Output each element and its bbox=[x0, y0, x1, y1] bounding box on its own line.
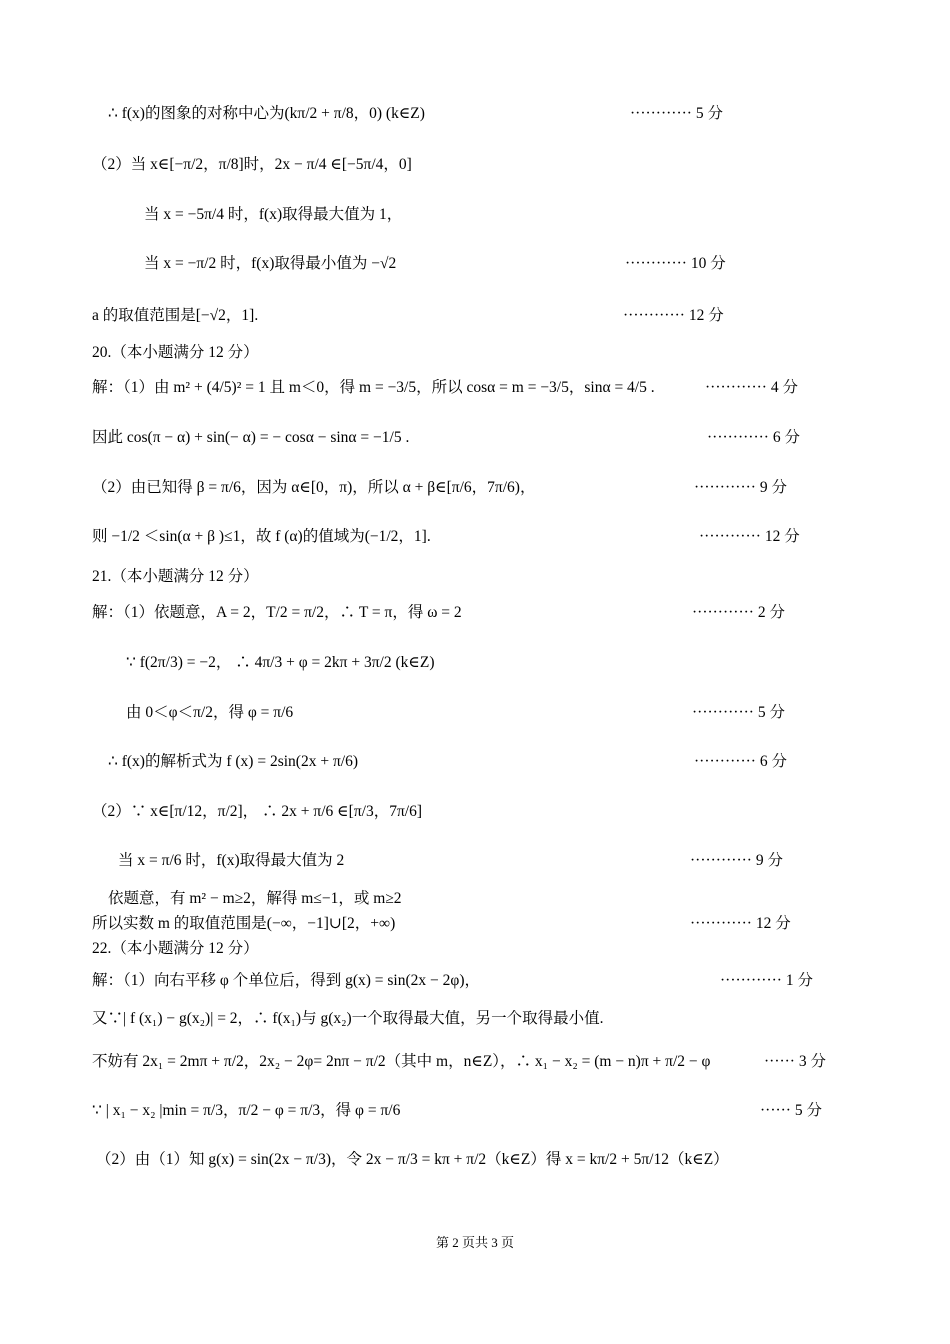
line-11: 21.（本小题满分 12 分） bbox=[92, 568, 259, 585]
page-footer: 第 2 页共 3 页 bbox=[435, 1235, 514, 1250]
score-21: ············ 1 分 bbox=[720, 972, 813, 989]
line-6: 20.（本小题满分 12 分） bbox=[92, 344, 259, 361]
line-25: （2）由（1）知 g(x) = sin(2x − π/3)，令 2x − π/3 = kπ + π/2（k∈Z）得 x = kπ/2 + 5π/12（k∈Z） bbox=[96, 1151, 729, 1168]
score-24: ······ 5 分 bbox=[760, 1102, 822, 1119]
score-9: ············ 9 分 bbox=[694, 479, 787, 496]
line-5: a 的取值范围是[−√2，1]. bbox=[92, 307, 259, 324]
line-7: 解：（1）由 m² + (4/5)² = 1 且 m＜0，得 m = −3/5，所以 cosα = m = −3/5，sinα = 4/5 . bbox=[92, 379, 655, 396]
line-13: ∵ f(2π/3) = −2， ∴ 4π/3 + φ = 2kπ + 3π/2 (k∈Z) bbox=[126, 654, 435, 671]
score-14: ············ 5 分 bbox=[692, 704, 785, 721]
line-23: 不妨有 2x₁ = 2mπ + π/2，2x₂ − 2φ= 2nπ − π/2（其中 m，n∈Z），∴ x₁ − x₂ = (m − n)π + π/2 − φ bbox=[92, 1053, 711, 1070]
line-19: 所以实数 m 的取值范围是(−∞，−1]∪[2，+∞) bbox=[92, 915, 396, 932]
line-9: （2）由已知得 β = π/6，因为 α∈[0，π)，所以 α + β∈[π/6，7π/6)， bbox=[92, 479, 536, 496]
line-20: 22.（本小题满分 12 分） bbox=[92, 940, 259, 957]
line-3: 当 x = −5π/4 时，f(x)取得最大值为 1， bbox=[144, 206, 403, 223]
score-15: ············ 6 分 bbox=[694, 753, 787, 770]
line-15: ∴ f(x)的解析式为 f (x) = 2sin(2x + π/6) bbox=[108, 753, 358, 770]
line-1: ∴ f(x)的图象的对称中心为(kπ/2 + π/8，0) (k∈Z) bbox=[108, 105, 425, 122]
line-10: 则 −1/2 ＜sin(α + β )≤1，故 f (α)的值域为(−1/2，1]. bbox=[92, 528, 431, 545]
line-8: 因此 cos(π − α) + sin(− α) = − cosα − sinα = −1/5 . bbox=[92, 429, 410, 446]
score-8: ············ 6 分 bbox=[707, 429, 800, 446]
score-1: ············ 5 分 bbox=[630, 105, 723, 122]
score-5: ············ 12 分 bbox=[623, 307, 724, 324]
score-10: ············ 12 分 bbox=[699, 528, 800, 545]
score-4: ············ 10 分 bbox=[625, 255, 726, 272]
line-14: 由 0＜φ＜π/2，得 φ = π/6 bbox=[126, 704, 294, 721]
line-24: ∵ | x₁ − x₂ |min = π/3，π/2 − φ = π/3，得 φ = π/6 bbox=[92, 1102, 401, 1119]
score-23: ······ 3 分 bbox=[764, 1053, 826, 1070]
score-19: ············ 12 分 bbox=[690, 915, 791, 932]
line-2: （2）当 x∈[−π/2，π/8]时，2x − π/4 ∈[−5π/4，0] bbox=[92, 156, 412, 173]
score-17: ············ 9 分 bbox=[690, 852, 783, 869]
line-17: 当 x = π/6 时，f(x)取得最大值为 2 bbox=[118, 852, 345, 869]
score-7: ············ 4 分 bbox=[705, 379, 798, 396]
line-16: （2）∵ x∈[π/12，π/2]， ∴ 2x + π/6 ∈[π/3，7π/6] bbox=[92, 803, 422, 820]
line-22: 又∵| f (x₁) − g(x₂)| = 2，∴ f(x₁)与 g(x₂)一个取得最大值，另一个取得最小值. bbox=[92, 1010, 604, 1027]
line-4: 当 x = −π/2 时，f(x)取得最小值为 −√2 bbox=[144, 255, 397, 272]
line-21: 解：（1）向右平移 φ 个单位后，得到 g(x) = sin(2x − 2φ)， bbox=[92, 972, 480, 989]
line-12: 解：（1）依题意，A = 2，T/2 = π/2，∴ T = π，得 ω = 2 bbox=[92, 604, 462, 621]
line-18: 依题意，有 m² − m≥2，解得 m≤−1，或 m≥2 bbox=[108, 890, 402, 907]
score-12: ············ 2 分 bbox=[692, 604, 785, 621]
